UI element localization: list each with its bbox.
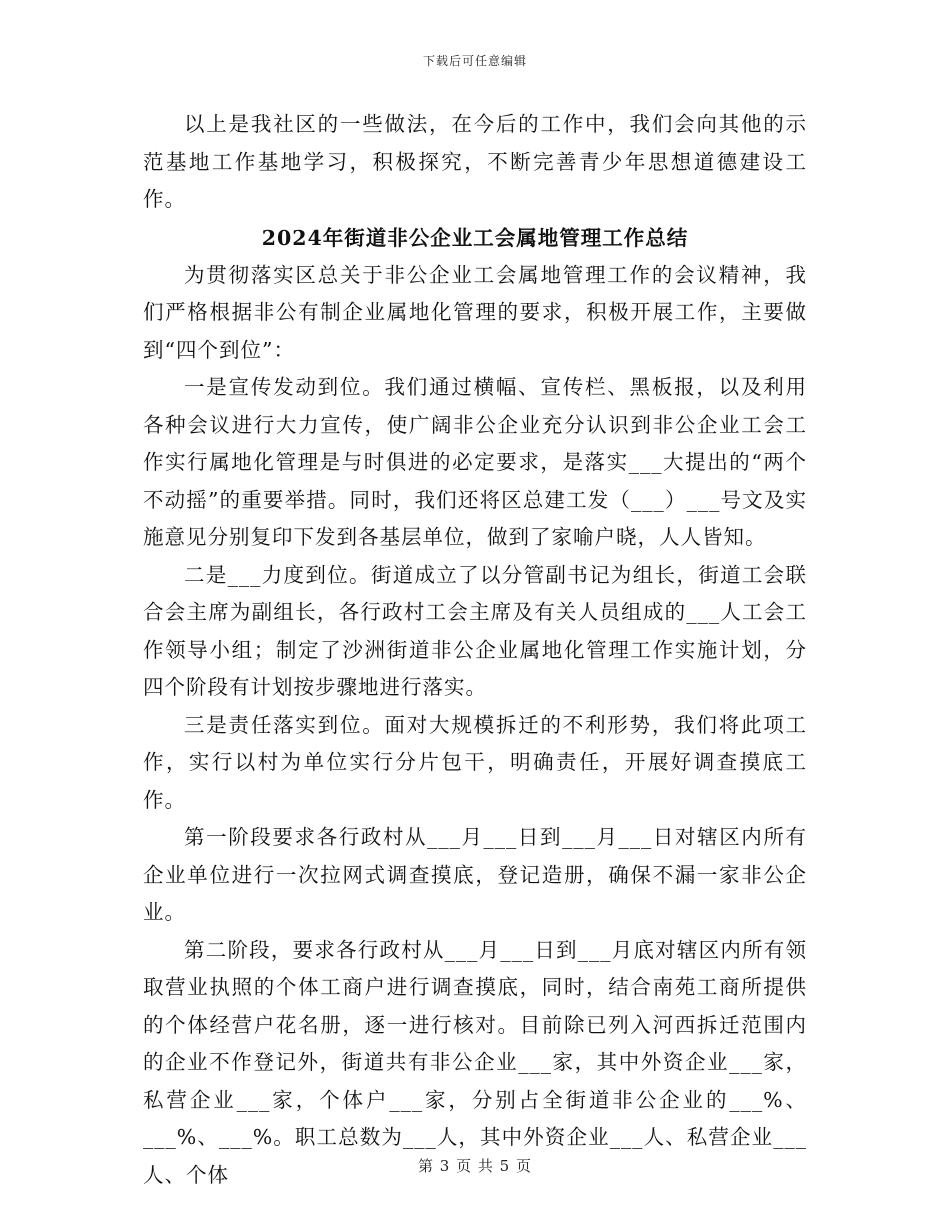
- body-paragraph-5: 第一阶段要求各行政村从___月___日到___月___日对辖区内所有企业单位进行一次拉网式调查摸底，登记造册，确保不漏一家非公企业。: [143, 825, 807, 924]
- body-paragraph-3: 二是___力度到位。街道成立了以分管副书记为组长，街道工会联合会主席为副组长，各行政村工会主席及有关人员组成的___人工会工作领导小组；制定了沙洲街道非公企业属地化管理工作实施计划，分四个阶段有计划按步骤地进行落实。: [143, 562, 807, 699]
- body-paragraph-1: 为贯彻落实区总关于非公企业工会属地管理工作的会议精神，我们严格根据非公有制企业属地化管理的要求，积极开展工作，主要做到“四个到位”：: [143, 262, 807, 362]
- document-body: [143, 106, 807, 1194]
- body-paragraph-6: 第二阶段，要求各行政村从___月___日到___月底对辖区内所有领取营业执照的个体工商户进行调查摸底，同时，结合南苑工商所提供的个体经营户花名册，逐一进行核对。目前除已列入河西拆迁范围内的企业不作登记外，街道共有非公企业___家，其中外资企业___家，私营企业___家，个体户___家，分别占全街道非公企业的___%、___%、___%。职工总数为___人，其中外资企业___人、私营企业___人、个体: [143, 937, 807, 1187]
- body-paragraph-4: 三是责任落实到位。面对大规模拆迁的不利形势，我们将此项工作，实行以村为单位实行分片包干，明确责任，开展好调查摸底工作。: [143, 712, 807, 812]
- page-indicator: 第 3 页 共 5 页: [418, 1157, 532, 1175]
- body-paragraph-2: 一是宣传发动到位。我们通过横幅、宣传栏、黑板报，以及利用各种会议进行大力宣传，使广阔非公企业充分认识到非公企业工会工作实行属地化管理是与时俱进的必定要求，是落实___大提出的“两个不动摇”的重要举措。同时，我们还将区总建工发（___）___号文及实施意见分别复印下发到各基层单位，做到了家喻户晓，人人皆知。: [143, 375, 807, 549]
- header-note: 下载后可任意编辑: [422, 54, 527, 68]
- intro-paragraph: 以上是我社区的一些做法，在今后的工作中，我们会向其他的示范基地工作基地学习，积极探究，不断完善青少年思想道德建设工作。: [143, 112, 807, 211]
- document-title: 2024年街道非公企业工会属地管理工作总结: [261, 225, 689, 250]
